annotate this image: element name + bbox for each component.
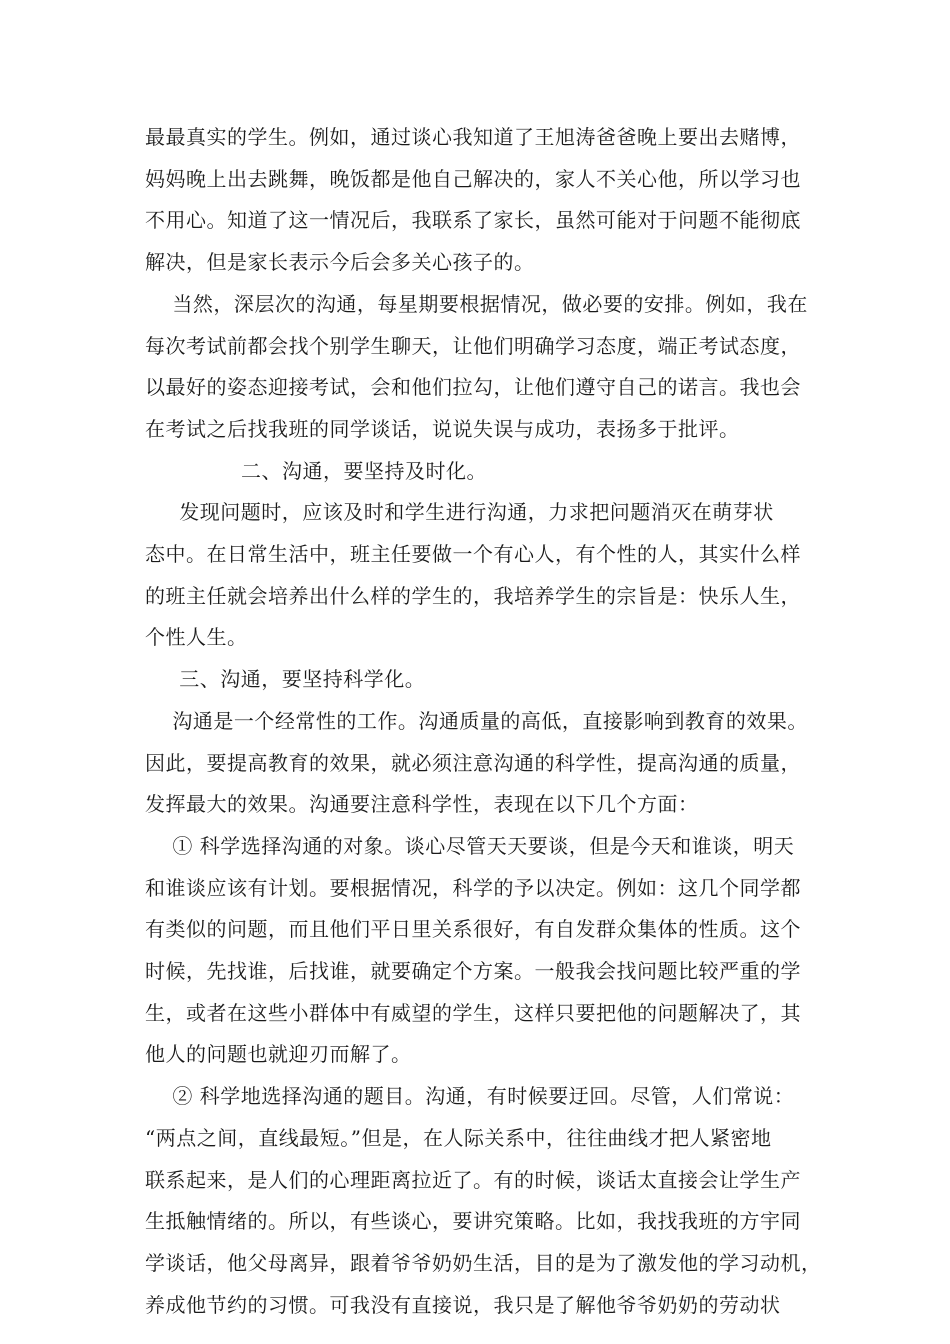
- text-line: 沟通是一个经常性的工作。沟通质量的高低，直接影响到教育的效果。: [145, 708, 808, 733]
- text-line: 以最好的姿态迎接考试，会和他们拉勾，让他们遵守自己的诺言。我也会: [145, 375, 801, 400]
- text-line: 每次考试前都会找个别学生聊天，让他们明确学习态度，端正考试态度，: [145, 333, 801, 358]
- text-line: 发挥最大的效果。沟通要注意科学性，表现在以下几个方面：: [145, 792, 699, 817]
- text-line: 和谁谈应该有计划。要根据情况，科学的予以决定。例如：这几个同学都: [145, 875, 801, 900]
- text-line: ② 科学地选择沟通的题目。沟通，有时候要迂回。尽管，人们常说：: [145, 1084, 795, 1109]
- text-line: 他人的问题也就迎刃而解了。: [145, 1042, 412, 1067]
- text-line: 个性人生。: [145, 625, 248, 650]
- text-line: ① 科学选择沟通的对象。谈心尽管天天要谈，但是今天和谁谈，明天: [145, 833, 795, 858]
- text-line: 当然，深层次的沟通，每星期要根据情况，做必要的安排。例如，我在: [145, 291, 808, 316]
- text-line: 二、沟通，要坚持及时化。: [145, 458, 488, 483]
- text-line: “两点之间，直线最短。”但是，在人际关系中，往往曲线才把人紧密地: [145, 1125, 772, 1150]
- text-line: 有类似的问题，而且他们平日里关系很好，有自发群众集体的性质。这个: [145, 917, 801, 942]
- text-line: 态中。在日常生活中，班主任要做一个有心人，有个性的人，其实什么样: [145, 542, 801, 566]
- text-line: 妈妈晚上出去跳舞，晚饭都是他自己解决的，家人不关心他，所以学习也: [145, 166, 801, 191]
- text-line: 解决，但是家长表示今后会多关心孩子的。: [145, 250, 535, 275]
- text-line: 不用心。知道了这一情况后，我联系了家长，虽然可能对于问题不能彻底: [145, 208, 801, 233]
- text-line: 发现问题时，应该及时和学生进行沟通，力求把问题消灭在萌芽状: [145, 500, 774, 525]
- text-line: 的班主任就会培养出什么样的学生的，我培养学生的宗旨是：快乐人生，: [145, 583, 801, 608]
- text-line: 生抵触情绪的。所以，有些谈心，要讲究策略。比如，我找我班的方宇同: [145, 1209, 801, 1234]
- text-line: 最最真实的学生。例如，通过谈心我知道了王旭涛爸爸晚上要出去赌博，: [145, 125, 801, 149]
- text-line: 养成他节约的习惯。可我没有直接说，我只是了解他爷爷奶奶的劳动状: [145, 1292, 781, 1317]
- text-line: 学谈话，他父母离异，跟着爷爷奶奶生活，目的是为了激发他的学习动机，: [145, 1250, 822, 1275]
- text-line: 生，或者在这些小群体中有威望的学生，这样只要把他的问题解决了，其: [145, 1000, 801, 1025]
- text-line: 在考试之后找我班的同学谈话，说说失误与成功，表扬多于批评。: [145, 416, 740, 441]
- text-line: 因此，要提高教育的效果，就必须注意沟通的科学性，提高沟通的质量，: [145, 750, 801, 775]
- text-line: 联系起来，是人们的心理距离拉近了。有的时候，谈话太直接会让学生产: [145, 1167, 801, 1192]
- text-line: 时候，先找谁，后找谁，就要确定个方案。一般我会找问题比较严重的学: [145, 959, 801, 983]
- text-line: 三、沟通，要坚持科学化。: [145, 667, 426, 692]
